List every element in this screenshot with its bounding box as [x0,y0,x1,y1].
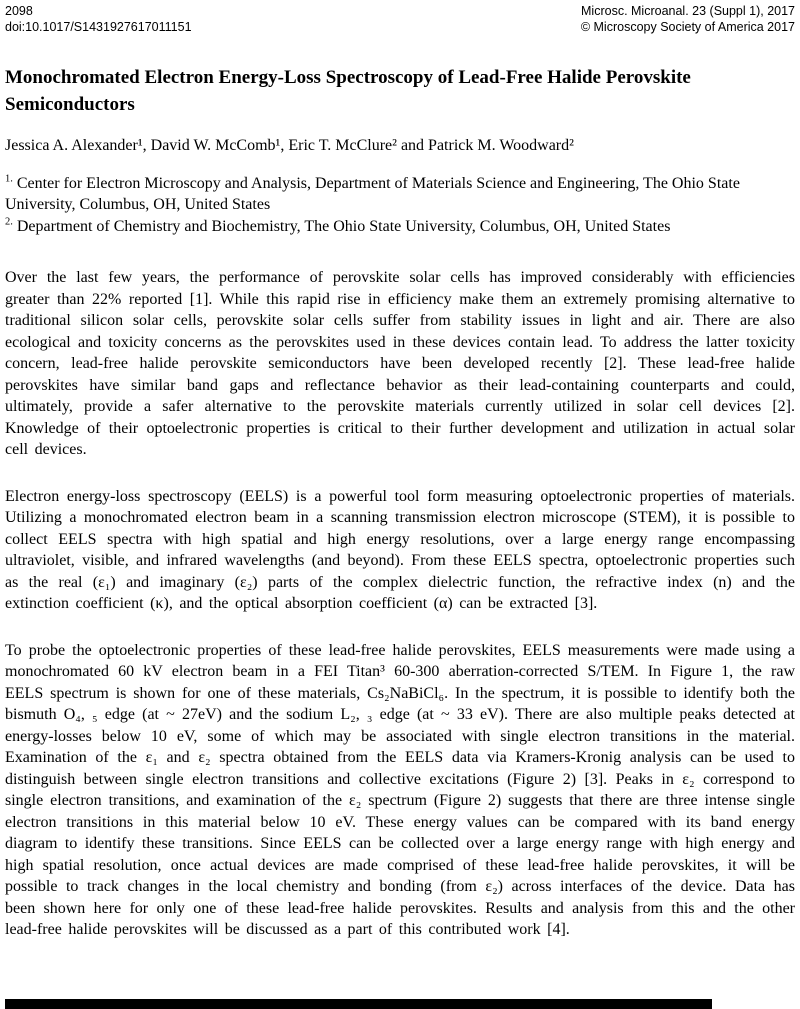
affiliation-2-text: Department of Chemistry and Biochemistry, The Ohio State University, Columbus, OH, United States [16,217,671,235]
author-list: Jessica A. Alexander¹, David W. McComb¹, Eric T. McClure² and Patrick M. Woodward² [5,137,574,154]
affiliation-1-text: Center for Electron Microscopy and Analysis, Department of Materials Science and Engineering, The Ohio State University, Columbus, OH, United States [5,174,740,213]
affiliation-1 [5,173,795,216]
header-right [581,4,795,35]
copyright-notice: © Microscopy Society of America 2017 [580,19,795,34]
figure-border-bar [5,999,712,1009]
affiliation-1-marker: 1. [5,173,13,185]
header-left [5,4,192,35]
page-number: 2098 [5,4,33,18]
article-title: Monochromated Electron Energy-Loss Spectroscopy of Lead-Free Halide Perovskite Semiconductors [5,67,691,115]
journal-citation: Microsc. Microanal. 23 (Suppl 1), 2017 [581,4,795,18]
journal-header [5,4,795,35]
affiliation-2-marker: 2. [5,216,13,228]
affiliations [5,173,795,238]
paragraph-eels-method: Electron energy-loss spectroscopy (EELS) is a powerful tool form measuring optoelectronic properties of materials. Utilizing a monochromated electron beam in a scanning transmission electron microscope (STEM), it is possible to collect EELS spectra with high spatial and high energy resolutions, over a large energy range encompassing ultraviolet, visible, and infrared wavelengths (and beyond). From these EELS spectra, optoelectronic properties such as the real (ε₁) and imaginary (ε₂) parts of the complex dielectric function, the refractive index (n) and the extinction coefficient (κ), and the optical absorption coefficient (α) can be extracted [3]. [5,487,795,612]
paragraph-results: To probe the optoelectronic properties of these lead-free halide perovskites, EELS measurements were made using a monochromated 60 kV electron beam in a FEI Titan³ 60-300 aberration-corrected S/TEM. In Figure 1, the raw EELS spectrum is shown for one of these materials, Cs₂NaBiCl₆. In the spectrum, it is possible to identify both the bismuth O₄, ₅ edge (at ~ 27eV) and the sodium L₂, ₃ edge (at ~ 33 eV). There are also multiple peaks detected at energy-losses below 10 eV, some of which may be associated with single electron transitions in the material. Examination of the ε₁ and ε₂ spectra obtained from the EELS data via Kramers-Kronig analysis can be used to distinguish between single electron transitions and collective excitations (Figure 2) [3]. Peaks in ε₂ correspond to single electron transitions, and examination of the ε₂ spectrum (Figure 2) suggests that there are three intense single electron transitions in this material below 10 eV. These energy values can be compared with its band energy diagram to identify these transitions. Since EELS can be collected over a large energy range with high energy and high spatial resolution, once actual devices are made comprised of these lead-free halide perovskites, it will be possible to track changes in the local chemistry and bonding (from ε₂) across interfaces of the device. Data has been shown here for only one of these lead-free halide perovskites. Results and analysis from this and the other lead-free halide perovskites will be discussed as a part of this contributed work [4]. [5,641,795,938]
paragraph-introduction: Over the last few years, the performance of perovskite solar cells has improved considerably with efficiencies greater than 22% reported [1]. While this rapid rise in efficiency make them an extremely promising alternative to traditional silicon solar cells, perovskite solar cells suffer from stability issues in light and air. There are also ecological and toxicity concerns as the perovskites used in these devices contain lead. To address the latter toxicity concern, lead-free halide perovskite semiconductors have been developed recently [2]. These lead-free halide perovskites have similar band gaps and reflectance behavior as their lead-containing counterparts and could, ultimately, provide a safer alternative to the perovskite materials currently utilized in solar cell devices [2]. Knowledge of their optoelectronic properties is critical to their further development and utilization in actual solar cell devices. [5,269,795,458]
doi: doi:10.1017/S1431927617011151 [5,19,192,34]
affiliation-2 [5,216,795,238]
